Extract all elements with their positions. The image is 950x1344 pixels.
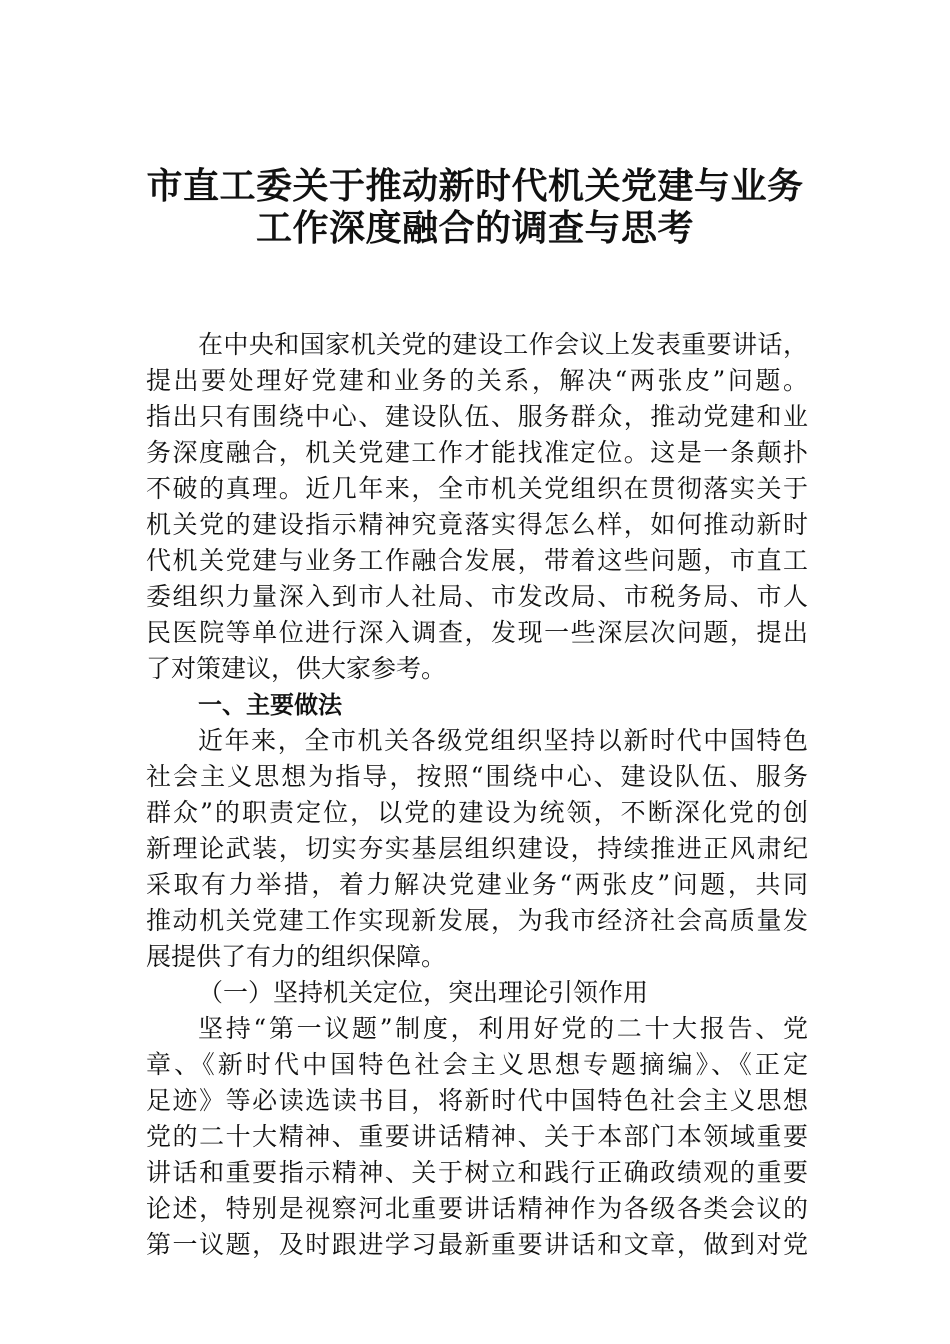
paragraph-line: 机关党的建设指示精神究竟落实得怎么样，如何推动新时 xyxy=(146,510,808,539)
paragraph-line: 采取有力举措，着力解决党建业务“两张皮”问题，共同 xyxy=(146,870,808,899)
paragraph-line: 展提供了有力的组织保障。 xyxy=(146,942,447,971)
paragraph-line: 在中央和国家机关党的建设工作会议上发表重要讲话， xyxy=(198,330,808,359)
paragraph-line: 群众”的职责定位，以党的建设为统领，不断深化党的创 xyxy=(146,798,808,827)
section-heading: 一、主要做法 xyxy=(198,691,342,719)
paragraph-line: 民医院等单位进行深入调查，发现一些深层次问题，提出 xyxy=(146,618,808,647)
paragraph-line: 章、《新时代中国特色社会主义思想专题摘编》、《正定 xyxy=(146,1050,808,1079)
paragraph-line: 委组织力量深入到市人社局、市发改局、市税务局、市人 xyxy=(146,582,808,611)
document-title-line-1: 市直工委关于推动新时代机关党建与业务 xyxy=(146,165,804,207)
paragraph-line: 指出只有围绕中心、建设队伍、服务群众，推动党建和业 xyxy=(146,402,808,431)
paragraph-line: 足迹》等必读选读书目，将新时代中国特色社会主义思想 xyxy=(146,1086,808,1115)
paragraph-line: 坚持“第一议题”制度，利用好党的二十大报告、党 xyxy=(198,1014,808,1043)
paragraph-line: 讲话和重要指示精神、关于树立和践行正确政绩观的重要 xyxy=(146,1158,808,1187)
paragraph-line: 不破的真理。近几年来，全市机关党组织在贯彻落实关于 xyxy=(146,474,808,503)
paragraph-line: 提出要处理好党建和业务的关系，解决“两张皮”问题。 xyxy=(146,366,808,395)
paragraph-line: 社会主义思想为指导，按照“围绕中心、建设队伍、服务 xyxy=(146,762,808,791)
paragraph-line: 推动机关党建工作实现新发展，为我市经济社会高质量发 xyxy=(146,906,808,935)
paragraph-line: 论述，特别是视察河北重要讲话精神作为各级各类会议的 xyxy=(146,1194,808,1223)
paragraph-line: 了对策建议，供大家参考。 xyxy=(146,654,447,683)
paragraph-line: 代机关党建与业务工作融合发展，带着这些问题，市直工 xyxy=(146,546,808,575)
paragraph-line: 近年来，全市机关各级党组织坚持以新时代中国特色 xyxy=(198,726,808,755)
paragraph-line: 第一议题，及时跟进学习最新重要讲话和文章，做到对党 xyxy=(146,1230,808,1259)
paragraph-line: 务深度融合，机关党建工作才能找准定位。这是一条颠扑 xyxy=(146,438,808,467)
paragraph-line: 党的二十大精神、重要讲话精神、关于本部门本领域重要 xyxy=(146,1122,808,1151)
subsection-heading: （一）坚持机关定位，突出理论引领作用 xyxy=(198,978,649,1007)
document-title-line-2: 工作深度融合的调查与思考 xyxy=(255,207,694,249)
paragraph-line: 新理论武装，切实夯实基层组织建设，持续推进正风肃纪 xyxy=(146,834,808,863)
